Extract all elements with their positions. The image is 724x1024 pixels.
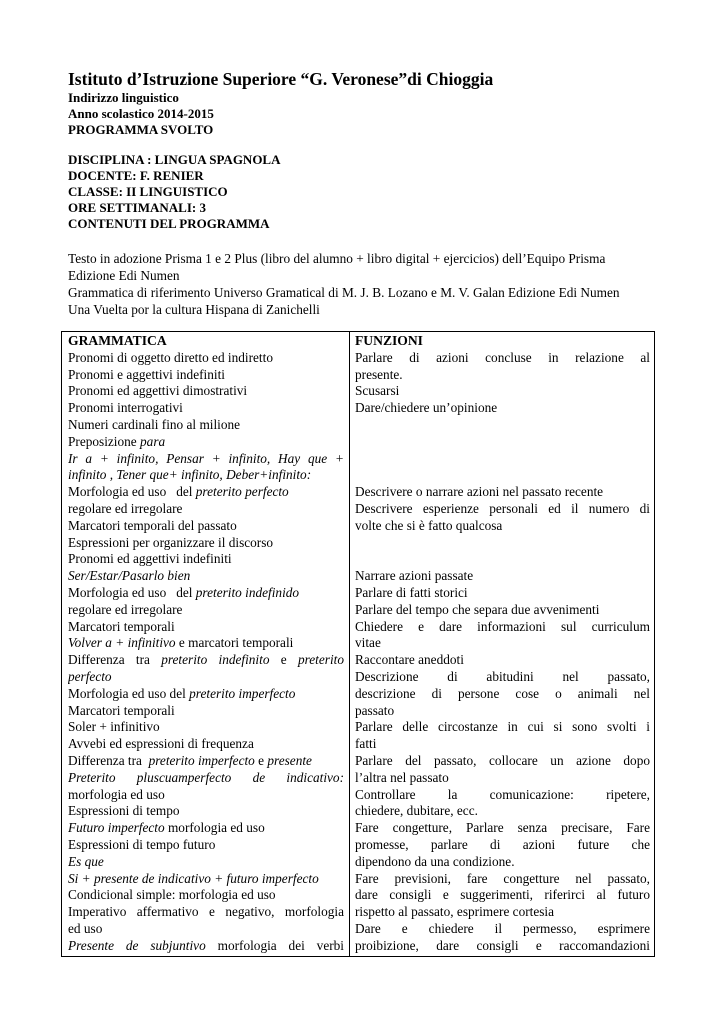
course-line-ore: ORE SETTIMANALI: 3 bbox=[68, 200, 206, 215]
list-item: Volver a + infinitivo e marcatori temporali bbox=[68, 635, 294, 651]
list-item: Pronomi ed aggettivi indefiniti bbox=[68, 551, 232, 567]
list-item: Differenza tra preterito indefinito e preterito bbox=[68, 652, 344, 668]
list-item: Pronomi di oggetto diretto ed indiretto bbox=[68, 349, 273, 365]
list-item: chiedere, dubitare, ecc. bbox=[355, 803, 478, 819]
list-item: Preposizione para bbox=[68, 433, 166, 449]
list-item: proibizione, dare consigli e raccomandazioni bbox=[355, 937, 650, 953]
list-item: presente. bbox=[355, 366, 403, 382]
list-item: descrizione di persone cose o animali nel bbox=[355, 685, 650, 701]
list-item: fatti bbox=[355, 736, 377, 752]
table-row bbox=[62, 332, 655, 957]
functions-column bbox=[350, 332, 655, 957]
list-item: Marcatori temporali bbox=[68, 618, 175, 634]
list-item: perfecto bbox=[68, 668, 112, 684]
list-item: Presente de subjuntivo morfologia dei verbi bbox=[68, 937, 344, 953]
list-item: infinito , Tener que+ infinito, Deber+infinito: bbox=[68, 467, 312, 483]
list-item: promesse, parlare di azioni future che bbox=[355, 836, 650, 852]
list-item: Fare congetture, Parlare senza precisare, Fare bbox=[355, 820, 650, 836]
list-item: Controllare la comunicazione: ripetere, bbox=[355, 786, 650, 802]
course-line-docente: DOCENTE: F. RENIER bbox=[68, 168, 204, 183]
list-item: rispetto al passato, esprimere cortesia bbox=[355, 904, 555, 920]
list-item: Morfologia ed uso del preterito imperfecto bbox=[68, 685, 296, 701]
grammar-header: GRAMMATICA bbox=[68, 333, 167, 348]
grammar-reference: Grammatica di riferimento Universo Gramatical di M. J. B. Lozano e M. V. Galan Edizione Edi Numen bbox=[68, 285, 620, 300]
list-item: Descrivere o narrare azioni nel passato recente bbox=[355, 484, 604, 500]
program-table bbox=[61, 331, 655, 957]
list-item: volte che si è fatto qualcosa bbox=[355, 517, 503, 533]
culture-reference: Una Vuelta por la cultura Hispana di Zanichelli bbox=[68, 302, 320, 317]
course-line-contenuti: CONTENUTI DEL PROGRAMMA bbox=[68, 216, 270, 231]
list-item: Raccontare aneddoti bbox=[355, 652, 464, 668]
list-item: regolare ed irregolare bbox=[68, 500, 183, 516]
list-item: Dare/chiedere un’opinione bbox=[355, 400, 498, 416]
course-info-block bbox=[68, 152, 281, 232]
list-item: Imperativo affermativo e negativo, morfologia bbox=[68, 904, 344, 920]
list-item: Differenza tra preterito imperfecto e presente bbox=[68, 752, 312, 768]
list-item: Ser/Estar/Pasarlo bien bbox=[68, 568, 191, 584]
list-item: passato bbox=[355, 702, 395, 718]
list-item: Espressioni per organizzare il discorso bbox=[68, 534, 274, 550]
intro-text bbox=[68, 250, 656, 318]
spacer bbox=[355, 535, 650, 569]
list-item: Parlare di fatti storici bbox=[355, 584, 468, 600]
list-item: dare consigli e suggerimenti, riferirci al futuro bbox=[355, 887, 650, 903]
list-item: Parlare del passato, collocare un azione dopo bbox=[355, 752, 650, 768]
list-item: Morfologia ed uso del preterito perfecto bbox=[68, 484, 289, 500]
list-item: morfologia ed uso bbox=[68, 786, 165, 802]
header-line-anno: Anno scolastico 2014-2015 bbox=[68, 106, 214, 121]
list-item: Espressioni di tempo futuro bbox=[68, 836, 216, 852]
grammar-column bbox=[62, 332, 350, 957]
list-item: Dare e chiedere il permesso, esprimere bbox=[355, 920, 650, 936]
course-line-disciplina: DISCIPLINA : LINGUA SPAGNOLA bbox=[68, 152, 281, 167]
list-item: Descrizione di abitudini nel passato, bbox=[355, 668, 650, 684]
list-item: Soler + infinitivo bbox=[68, 719, 160, 735]
list-item: vitae bbox=[355, 635, 381, 651]
textbook-line: Testo in adozione Prisma 1 e 2 Plus (libro del alumno + libro digital + ejercicios) dell’Equipo Prisma Edizione Edi Numen bbox=[68, 251, 606, 283]
list-item: Marcatori temporali del passato bbox=[68, 517, 237, 533]
list-item: Espressioni di tempo bbox=[68, 803, 180, 819]
course-line-classe: CLASSE: II LINGUISTICO bbox=[68, 184, 228, 199]
list-item: dipendono da una condizione. bbox=[355, 853, 515, 869]
list-item: Pronomi interrogativi bbox=[68, 400, 183, 416]
list-item: regolare ed irregolare bbox=[68, 601, 183, 617]
list-item: Preterito pluscuamperfecto de indicativo: bbox=[68, 769, 344, 785]
header-line-programma: PROGRAMMA SVOLTO bbox=[68, 122, 214, 137]
list-item: Scusarsi bbox=[355, 383, 400, 399]
list-item: Pronomi ed aggettivi dimostrativi bbox=[68, 383, 248, 399]
list-item: Fare previsioni, fare congetture nel passato, bbox=[355, 870, 650, 886]
list-item: Descrivere esperienze personali ed il numero di bbox=[355, 500, 650, 516]
list-item: Parlare del tempo che separa due avvenimenti bbox=[355, 601, 600, 617]
functions-header: FUNZIONI bbox=[355, 333, 423, 348]
list-item: Pronomi e aggettivi indefiniti bbox=[68, 366, 225, 382]
list-item: l’altra nel passato bbox=[355, 769, 449, 785]
list-item: Condicional simple: morfologia ed uso bbox=[68, 887, 276, 903]
list-item: Parlare di azioni concluse in relazione al bbox=[355, 349, 650, 365]
list-item: Marcatori temporali bbox=[68, 702, 175, 718]
list-item: Narrare azioni passate bbox=[355, 568, 474, 584]
list-item: Avvebi ed espressioni di frequenza bbox=[68, 736, 254, 752]
list-item: Parlare delle circostanze in cui si sono svolti i bbox=[355, 719, 650, 735]
institute-title: Istituto d’Istruzione Superiore “G. Veronese”di Chioggia bbox=[68, 69, 494, 89]
list-item: Futuro imperfecto morfologia ed uso bbox=[68, 820, 265, 836]
spacer bbox=[355, 417, 650, 484]
list-item: Ir a + infinito, Pensar + infinito, Hay que + bbox=[68, 450, 344, 466]
header-info-block bbox=[68, 90, 214, 138]
list-item: Chiedere e dare informazioni sul curriculum bbox=[355, 618, 650, 634]
list-item: Morfologia ed uso del preterito indefinido bbox=[68, 584, 300, 600]
list-item: Numeri cardinali fino al milione bbox=[68, 416, 241, 432]
list-item: Si + presente de indicativo + futuro imperfecto bbox=[68, 870, 319, 886]
header-line-indirizzo: Indirizzo linguistico bbox=[68, 90, 179, 105]
list-item: ed uso bbox=[68, 920, 103, 936]
list-item: Es que bbox=[68, 853, 104, 869]
